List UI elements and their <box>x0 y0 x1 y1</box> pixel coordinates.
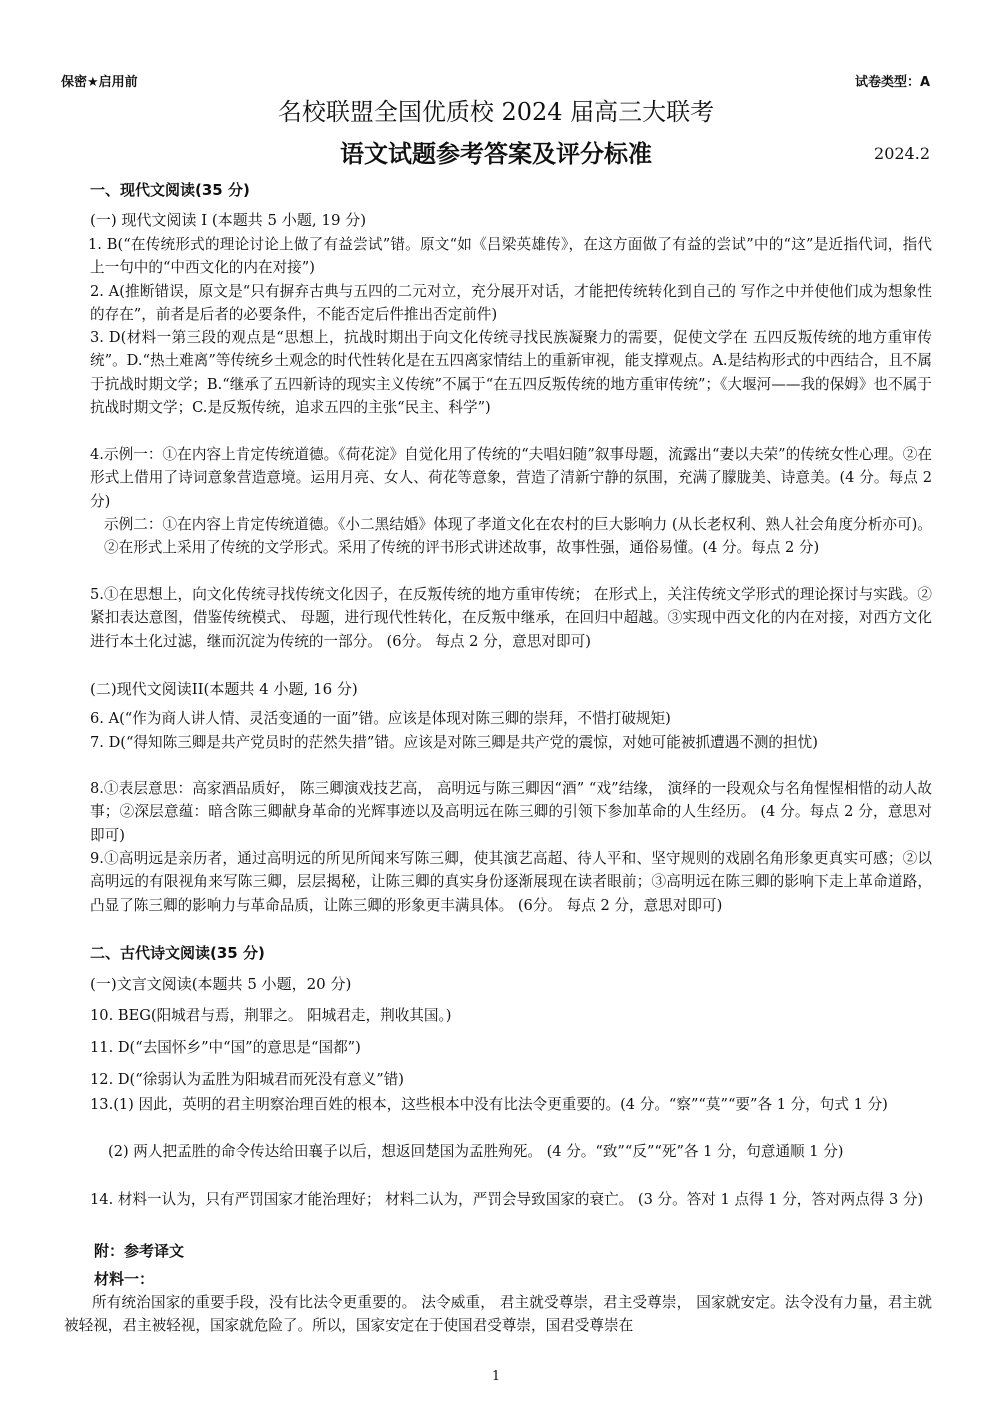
paper-type-label: 试卷类型：A <box>854 75 930 90</box>
subsection-heading: (一)文言文阅读(本题共 5 小题，20 分) <box>90 975 352 993</box>
answer-item: 8.①表层意思：高家酒品质好， 陈三卿演戏技艺高， 高明远与陈三卿因“酒” “戏”结缘， 演绎的一段观众与名角惺惺相惜的动人故事；②深层意蕴：暗含陈三卿献身革命的光辉事迹以及高明远在陈三卿的引领下参加革命的人生经历。 (4 分。每点 2 分，意思对即可) <box>90 780 932 844</box>
answer-item: 5.①在思想上，向文化传统寻找传统文化因子，在反叛传统的地方重审传统； 在形式上，关注传统文学形式的理论探讨与实践。②紧扣表达意图，借鉴传统模式、 母题，进行现代性转化，在反叛中继承，在回归中超越。③实现中西文化的内在对接，对西方文化进行本土化过滤，继而沉淀为传统的一部分。 (6分。 每点 2 分，意思对即可) <box>90 586 932 650</box>
subsection-heading: (一) 现代文阅读 I (本题共 5 小题, 19 分) <box>90 211 367 229</box>
answer-item: 11. D(“去国怀乡”中“国”的意思是“国都”) <box>90 1039 361 1056</box>
answer-item: 9.①高明远是亲历者，通过高明远的所见所闻来写陈三卿，使其演艺高超、待人平和、坚守规则的戏剧名角形象更真实可感；②以高明远的有限视角来写陈三卿，层层揭秘，让陈三卿的真实身份逐渐展现在读者眼前；③高明远在陈三卿的影响下走上革命道路，凸显了陈三卿的影响力与革命品质，让陈三卿的形象更丰满具体。 (6分。 每点 2 分，意思对即可) <box>90 850 932 914</box>
document-title: 名校联盟全国优质校 2024 届高三大联考 <box>277 98 715 126</box>
answer-item: 1. B(“在传统形式的理论讨论上做了有益尝试”错。原文“如《吕梁英雄传》，在这方面做了有益的尝试”中的“这”是近指代词，指代上一句中的“中西文化的内在对接”) <box>88 236 932 277</box>
confidential-label: 保密★启用前 <box>61 75 138 90</box>
translation-paragraph: 所有统治国家的重要手段，没有比法令更重要的。 法令威重， 君主就受尊崇，君主受尊崇， 国家就安定。法令没有力量，君主就被轻视，君主被轻视，国家就危险了。所以，国家安定在于使国君受尊崇，国君受尊崇在 <box>64 1294 933 1335</box>
answer-item: 14. 材料一认为，只有严罚国家才能治理好； 材料二认为，严罚会导致国家的衰亡。 (3 分。答对 1 点得 1 分，答对两点得 3 分) <box>90 1191 924 1208</box>
answer-item: 示例二：①在内容上肯定传统道德。《小二黑结婚》体现了孝道文化在农村的巨大影响力 (从长老权利、熟人社会角度分析亦可)。②在形式上采用了传统的文学形式。采用了传统的评书形式讲述故事，故事性强，通俗易懂。(4 分。每点 2 分) <box>104 516 932 557</box>
page-number: 1 <box>491 1369 501 1384</box>
document-subtitle: 语文试题参考答案及评分标准 <box>340 140 652 168</box>
answer-item: 3. D(材料一第三段的观点是“思想上，抗战时期出于向文化传统寻找民族凝聚力的需要，促使文学在 五四反叛传统的地方重审传统”。D.“热土难离”等传统乡土观念的时代性转化是在五四离家情结上的重新审视，能支撑观点。A.是结构形式的中西结合，且不属于抗战时期文学；B.“继承了五四新诗的现实主义传统”不属于“在五四反叛传统的地方重审传统”；《大堰河——我的保姆》也不属于抗战时期文学；C.是反叛传统，追求五四的主张“民主、科学”) <box>90 329 932 416</box>
answer-item: 12. D(“徐弱认为孟胜为阳城君而死没有意义”错) <box>90 1071 404 1088</box>
section-heading-2: 二、古代诗文阅读(35 分) <box>90 944 265 962</box>
document-date: 2024.2 <box>874 144 930 163</box>
subsection-heading: (二)现代文阅读II(本题共 4 小题, 16 分) <box>90 680 358 698</box>
material-label: 材料一： <box>94 1270 155 1288</box>
answer-item: 2. A(推断错误，原文是“只有摒弃古典与五四的二元对立，充分展开对话，才能把传统转化到自己的 写作之中并使他们成为想象性的存在”，前者是后者的必要条件，不能否定后件推出否定前件) <box>90 283 932 324</box>
answer-item: 10. BEG(阳城君与焉，荆罪之。 阳城君走，荆收其国。) <box>90 1007 452 1024</box>
answer-item: (2) 两人把孟胜的命令传达给田襄子以后，想返回楚国为孟胜殉死。 (4 分。“致”“反”“死”各 1 分，句意通顺 1 分) <box>108 1143 844 1160</box>
section-heading-1: 一、现代文阅读(35 分) <box>90 181 250 199</box>
answer-item: 7. D(“得知陈三卿是共产党员时的茫然失措”错。应该是对陈三卿是共产党的震惊，对她可能被抓遭遇不测的担忧) <box>90 734 818 751</box>
appendix-heading: 附：参考译文 <box>94 1242 185 1260</box>
answer-item: 6. A(“作为商人讲人情、灵活变通的一面”错。应该是体现对陈三卿的崇拜，不惜打破规矩) <box>90 710 671 727</box>
answer-item: 13.(1) 因此，英明的君主明察治理百姓的根本，这些根本中没有比法令更重要的。(4 分。“察”“莫”“要”各 1 分，句式 1 分) <box>90 1096 888 1113</box>
answer-item: 4.示例一：①在内容上肯定传统道德。《荷花淀》自觉化用了传统的“夫唱妇随”叙事母题，流露出“妻以夫荣”的传统女性心理。②在形式上借用了诗词意象营造意境。运用月亮、女人、荷花等意象，营造了清新宁静的氛围，充满了朦胧美、诗意美。(4 分。每点 2 分) <box>90 446 932 510</box>
